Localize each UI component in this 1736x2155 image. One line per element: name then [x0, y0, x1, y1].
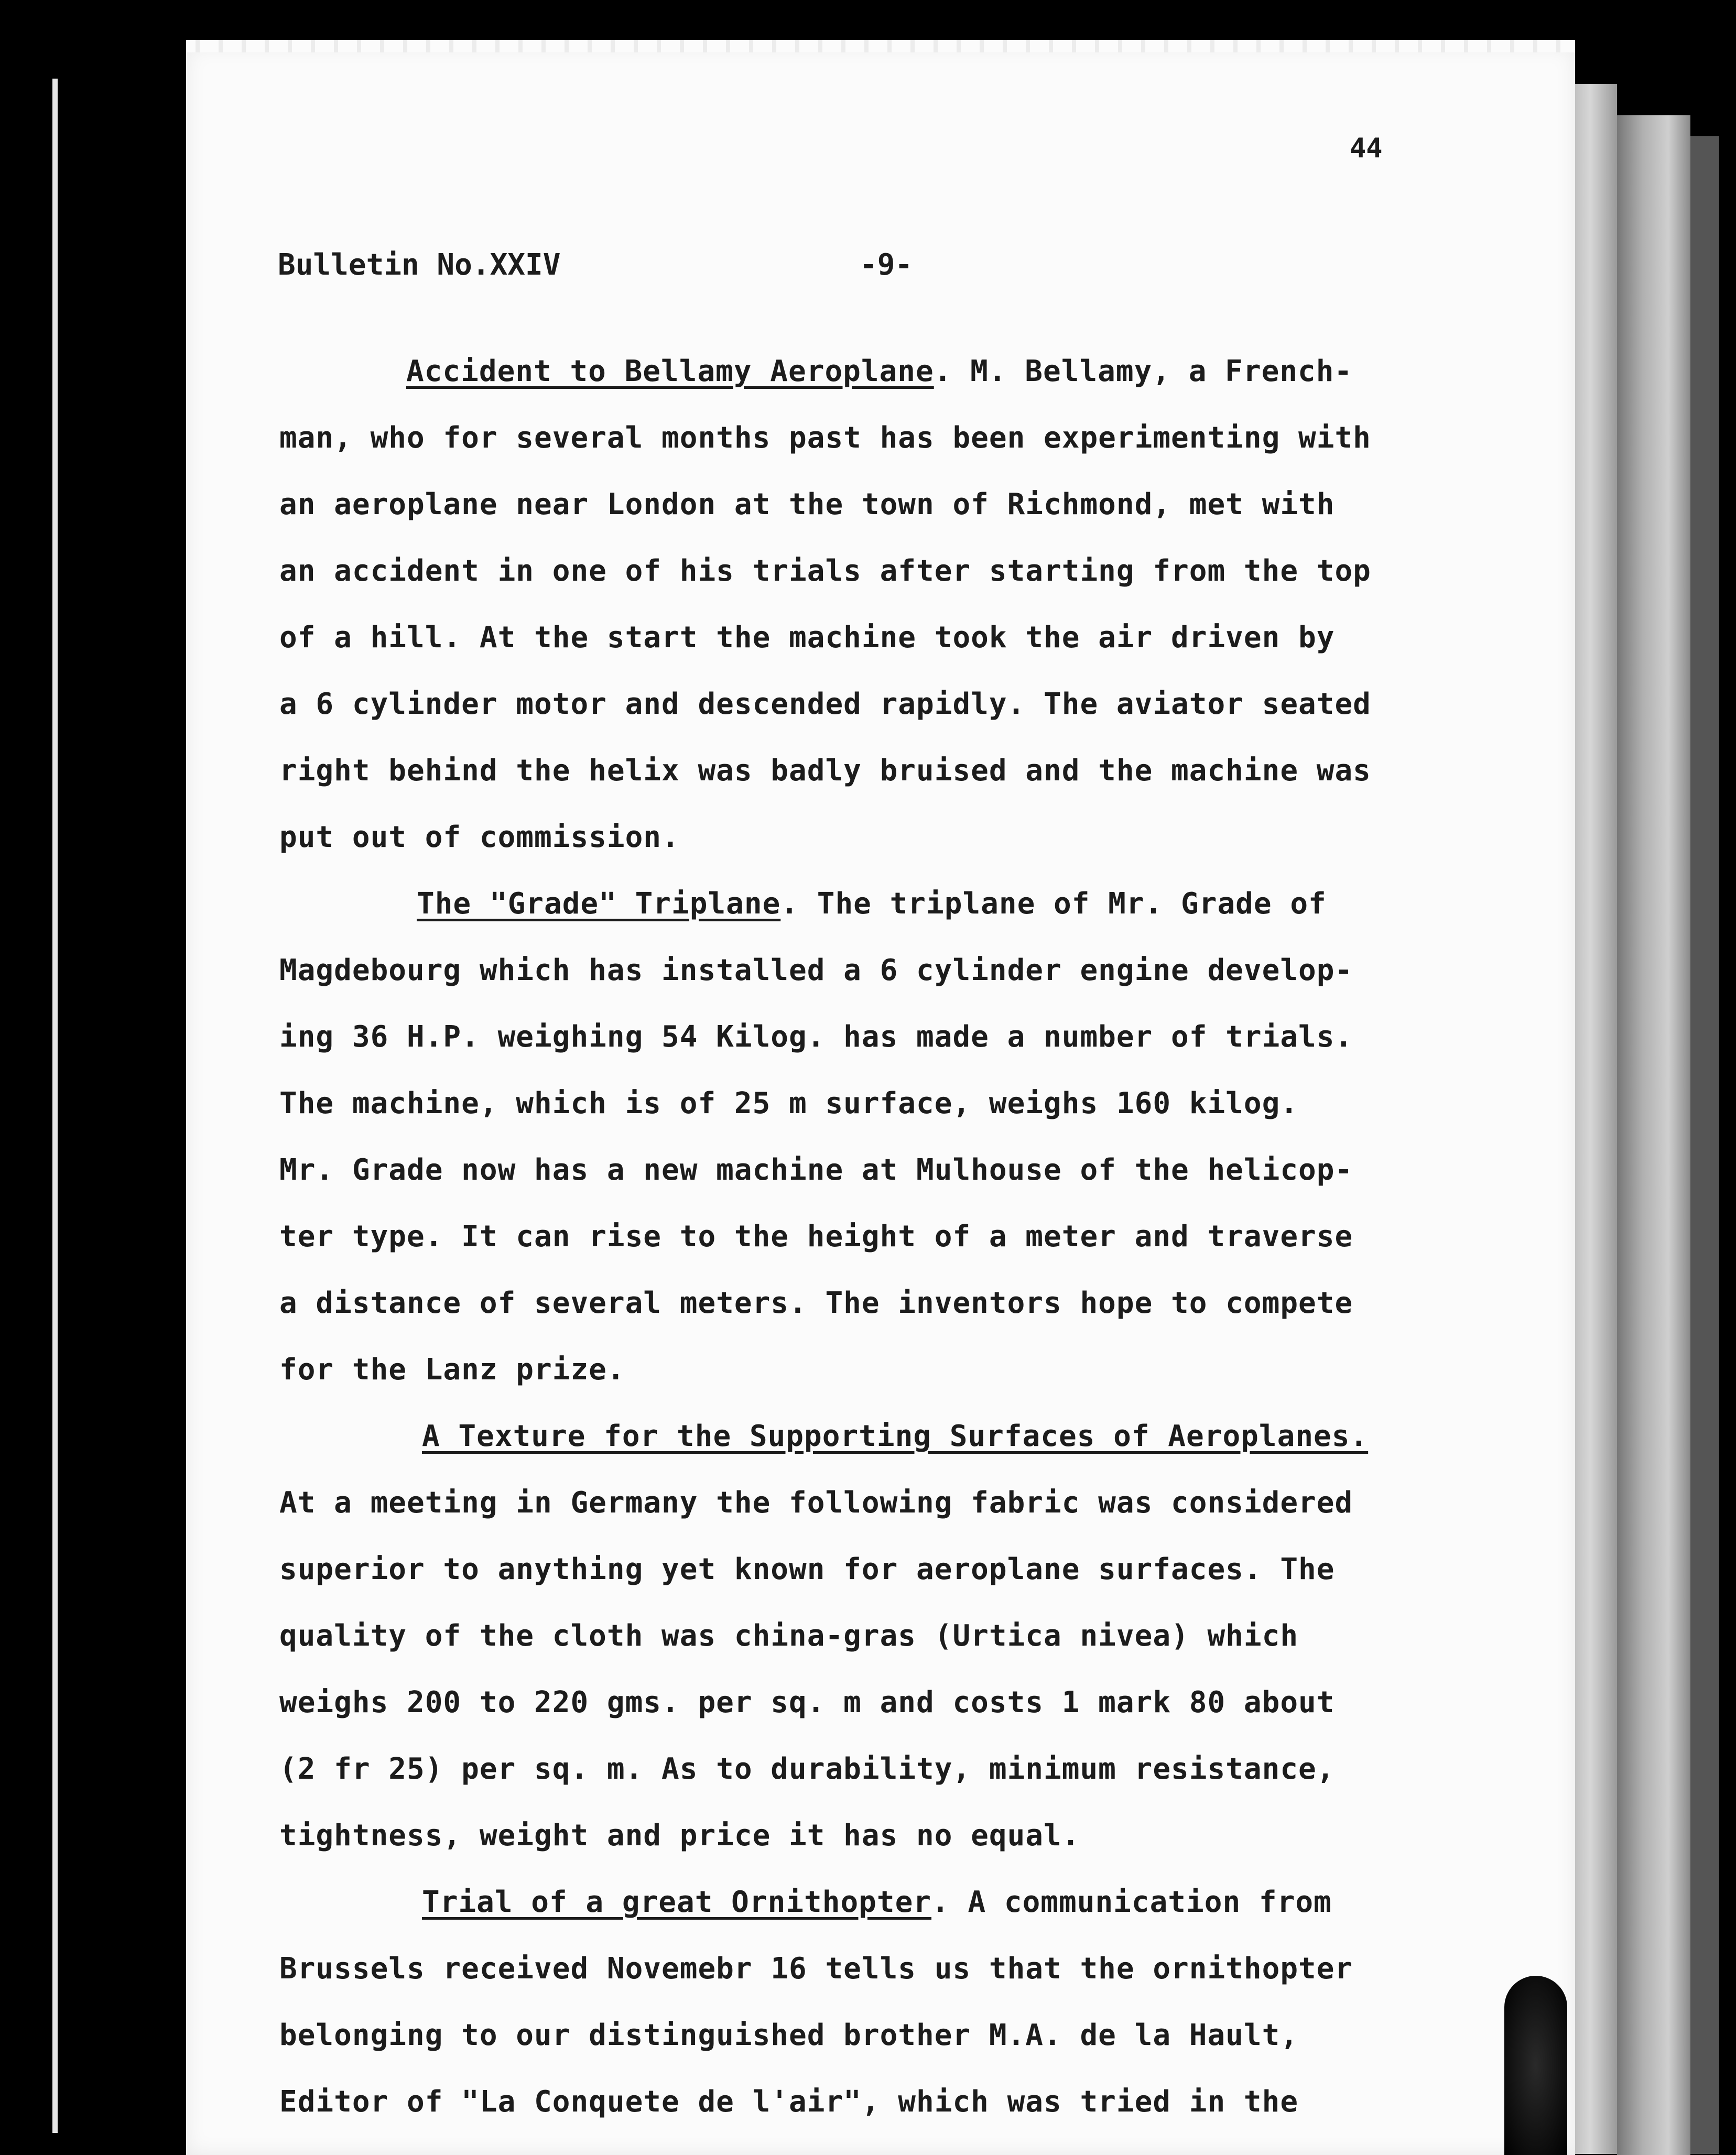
text-line: of a hill. At the start the machine took the air driven by: [279, 621, 1335, 655]
text-line: superior to anything yet known for aeroplane surfaces. The: [279, 1552, 1335, 1586]
section-heading: Accident to Bellamy Aeroplane: [406, 354, 934, 388]
bulletin-page-number: -9-: [860, 248, 913, 282]
line-text: . A communication from: [931, 1885, 1332, 1919]
text-line: Brussels received Novemebr 16 tells us that the ornithopter: [279, 1952, 1353, 1986]
text-line: [406, 354, 1352, 388]
text-line: a distance of several meters. The inventors hope to compete: [279, 1286, 1353, 1320]
page-number: 44: [1350, 133, 1383, 164]
text-line: weighs 200 to 220 gms. per sq. m and costs 1 mark 80 about: [279, 1685, 1335, 1719]
text-line: ing 36 H.P. weighing 54 Kilog. has made a number of trials.: [279, 1020, 1353, 1054]
text-line: [417, 887, 1327, 921]
binder-clip: [1504, 1976, 1567, 2155]
text-line: for the Lanz prize.: [279, 1353, 625, 1387]
text-line: a 6 cylinder motor and descended rapidly. The aviator seated: [279, 687, 1371, 721]
text-line: belonging to our distinguished brother M.A. de la Hault,: [279, 2018, 1299, 2052]
section-heading: Trial of a great Ornithopter: [422, 1885, 932, 1919]
text-line: right behind the helix was badly bruised and the machine was: [279, 754, 1371, 788]
text-line: an aeroplane near London at the town of Richmond, met with: [279, 487, 1335, 521]
text-line: The machine, which is of 25 m surface, weighs 160 kilog.: [279, 1086, 1299, 1120]
text-line: man, who for several months past has been experimenting with: [279, 421, 1371, 455]
text-line: (2 fr 25) per sq. m. As to durability, minimum resistance,: [279, 1752, 1335, 1786]
line-text: . M. Bellamy, a French-: [934, 354, 1353, 388]
section-heading: The "Grade" Triplane: [417, 887, 781, 921]
text-line: tightness, weight and price it has no equal.: [279, 1819, 1080, 1853]
torn-top-edge: [186, 40, 1575, 52]
text-line: quality of the cloth was china-gras (Urtica nivea) which: [279, 1619, 1299, 1653]
text-line: At a meeting in Germany the following fabric was considered: [279, 1486, 1353, 1520]
text-line: put out of commission.: [279, 820, 680, 854]
text-line: Magdebourg which has installed a 6 cylinder engine develop-: [279, 953, 1353, 987]
adjacent-page-edge: [52, 79, 58, 2133]
page-stack-shadow: [1617, 115, 1690, 2155]
text-line: [422, 1419, 1368, 1453]
bulletin-label: Bulletin No.XXIV: [278, 248, 561, 282]
text-line: ter type. It can rise to the height of a meter and traverse: [279, 1220, 1353, 1254]
line-text: . The triplane of Mr. Grade of: [780, 887, 1327, 921]
binding-edge: [1690, 136, 1719, 2154]
text-line: an accident in one of his trials after starting from the top: [279, 554, 1371, 588]
text-line: Editor of "La Conquete de l'air", which was tried in the: [279, 2085, 1299, 2119]
typed-page: [186, 46, 1575, 2155]
text-line: [422, 1885, 1332, 1919]
text-line: Mr. Grade now has a new machine at Mulhouse of the helicop-: [279, 1153, 1353, 1187]
page-stack: [1572, 84, 1617, 2154]
section-heading: A Texture for the Supporting Surfaces of Aeroplanes.: [422, 1419, 1369, 1453]
